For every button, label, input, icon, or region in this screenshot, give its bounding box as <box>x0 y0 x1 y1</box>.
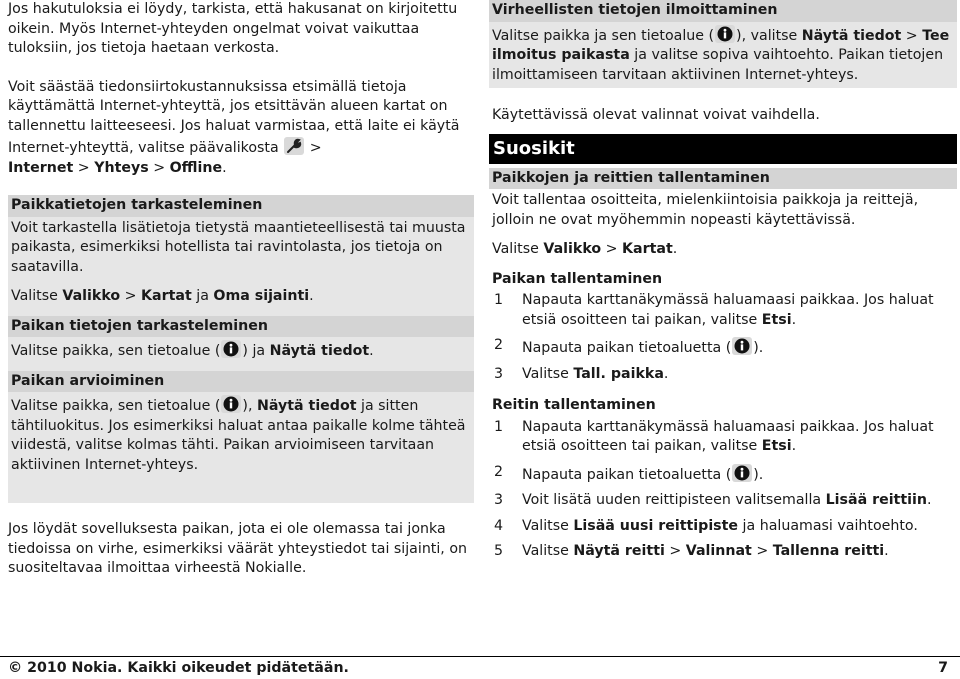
left-column <box>8 0 474 579</box>
list-item: 2 Napauta paikan tietoaluetta ( ). <box>494 463 764 483</box>
view-place-heading: Paikan tietojen tarkasteleminen <box>8 316 474 338</box>
report-error-note: Jos löydät sovelluksesta paikan, jota ei ole olemassa tai jonka tiedoissa on virhe, esimerkiksi väärät yhteystiedot tai sijainti, on suositeltavaa ilmoittaa virheestä Nokialle. <box>8 521 468 576</box>
section-title-favourites: Suosikit <box>489 134 957 164</box>
save-place-steps <box>492 291 954 384</box>
info-icon <box>731 336 753 356</box>
offline-tip: Voit säästää tiedonsiirtokustannuksissa etsimällä tietoja käyttämättä Internet-yhteyttä, jos etsittävän alueen kartat on tallennettu laitteeseesi. Jos haluat varmistaa, että laite ei käytä Internet-yhteyttä, valitse päävalikosta > Internet > Yhteys > Offline. <box>8 78 460 176</box>
report-heading: Virheellisten tietojen ilmoittaminen <box>489 0 957 22</box>
page-number: 7 <box>938 660 948 676</box>
save-places-intro: Voit tallentaa osoitteita, mielenkiintoisia paikkoja ja reittejä, jolloin ne ovat myöhemmin nopeasti käytettävissä. <box>492 192 919 228</box>
save-places-select: Valitse Valikko > Kartat. <box>492 241 678 257</box>
report-text: Valitse paikka ja sen tietoalue ( ), valitse Näytä tiedot > Tee ilmoitus paikasta ja valitse sopiva vaihtoehto. Paikan tietojen ilmoittamiseen tarvitaan aktiivinen Internet-yhteys. <box>492 24 954 86</box>
save-route-heading: Reitin tallentaminen <box>492 397 656 413</box>
list-item: 1 Napauta karttanäkymässä haluamaasi paikkaa. Jos haluat etsiä osoitteen tai paikan, valitse Etsi. <box>494 418 934 454</box>
wrench-icon <box>283 136 305 156</box>
copyright: © 2010 Nokia. Kaikki oikeudet pidätetään. <box>8 660 349 676</box>
list-item: 5 Valitse Näytä reitti > Valinnat > Tallenna reitti. <box>494 543 889 559</box>
save-place-heading: Paikan tallentaminen <box>492 270 663 287</box>
list-item: 3 Voit lisätä uuden reittipisteen valitsemalla Lisää reittiin. <box>494 492 932 508</box>
options-note: Käytettävissä olevat valinnat voivat vaihdella. <box>492 107 820 123</box>
list-item: 4 Valitse Lisää uusi reittipiste ja haluamasi vaihtoehto. <box>494 517 918 534</box>
place-info-box <box>8 195 474 503</box>
rate-place-text: Valitse paikka, sen tietoalue ( ), Näytä tiedot ja sitten tähtiluokitus. Jos esimerkiksi haluat antaa paikalle kolme tähteä viidestä, valitse kolmas tähti. Paikan arvioimiseen tarvitaan aktiivinen Internet-yhteys. <box>11 394 471 475</box>
rate-place-heading: Paikan arvioiminen <box>8 371 474 393</box>
info-icon <box>220 394 242 414</box>
info-icon <box>714 24 736 44</box>
place-info-intro: Voit tarkastella lisätietoja tietystä maantieteellisestä tai muusta paikasta, esimerkiksi hotellista tai ravintolasta, jos tietoja on saatavilla. <box>11 219 466 275</box>
place-info-heading: Paikkatietojen tarkasteleminen <box>8 195 474 217</box>
save-places-heading: Paikkojen ja reittien tallentaminen <box>489 168 957 190</box>
list-item: 1 Napauta karttanäkymässä haluamaasi paikkaa. Jos haluat etsiä osoitteen tai paikan, valitse Etsi. <box>494 292 934 328</box>
footer-divider <box>0 656 960 657</box>
save-route-steps <box>492 418 954 562</box>
place-info-select: Valitse Valikko > Kartat ja Oma sijainti. <box>11 288 314 304</box>
report-box <box>489 0 957 88</box>
info-icon <box>731 463 753 483</box>
info-icon <box>220 339 242 359</box>
view-place-text: Valitse paikka, sen tietoalue ( ) ja Näytä tiedot. <box>11 339 471 362</box>
list-item: 3 Valitse Tall. paikka. <box>494 365 669 382</box>
list-item: 2 Napauta paikan tietoaluetta ( ). <box>494 337 764 356</box>
right-column <box>489 0 957 571</box>
search-results-note: Jos hakutuloksia ei löydy, tarkista, että hakusanat on kirjoitettu oikein. Myös Internet-yhteyden ongelmat voivat vaikuttaa tuloksiin, jos tietoja haetaan verkosta. <box>8 1 458 56</box>
